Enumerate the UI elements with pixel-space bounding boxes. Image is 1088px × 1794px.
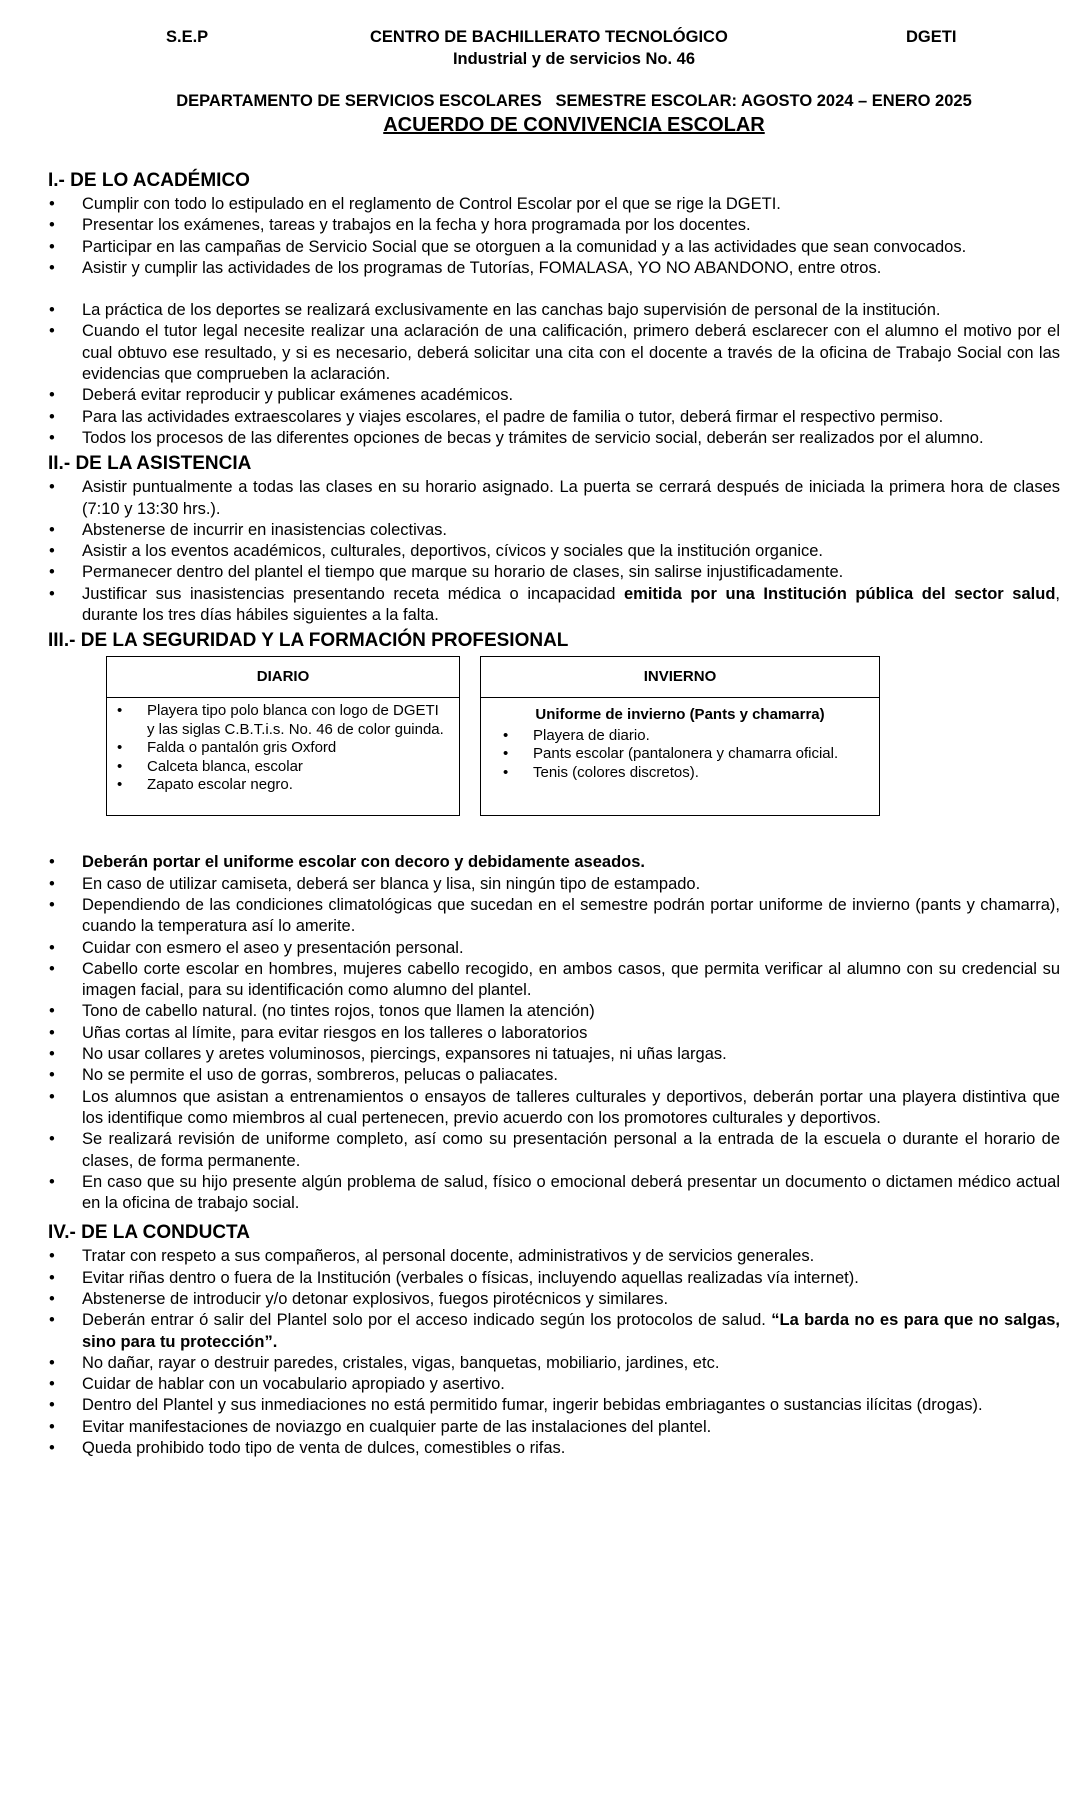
list-item: • No dañar, rayar o destruir paredes, cristales, vigas, banquetas, mobiliario, jardines, etc. — [48, 1353, 1060, 1374]
list-item: • Dependiendo de las condiciones climatológicas que sucedan en el semestre podrán portar uniforme de invierno (pants y chamarra), cuando la temperatura así lo amerite. — [48, 895, 1060, 938]
section-asistencia-title: II.- DE LA ASISTENCIA — [48, 453, 252, 475]
uniform-tables — [48, 654, 1060, 852]
document-page — [48, 28, 1060, 1459]
list-item: • Playera de diario. — [533, 727, 869, 746]
table-invierno-header: INVIERNO — [481, 657, 879, 698]
section-conducta-title: IV.- DE LA CONDUCTA — [48, 1222, 250, 1244]
justify-text-end: , durante los tres días hábiles siguientes a la falta. — [82, 584, 1060, 625]
access-text: Deberán entrar ó salir del Plantel solo por el acceso indicado según los protocolos de salud. — [82, 1311, 772, 1330]
list-item: • Presentar los exámenes, tareas y trabajos en la fecha y hora programada por los docentes. — [48, 215, 1060, 236]
list-item: • Queda prohibido todo tipo de venta de dulces, comestibles o rifas. — [48, 1438, 1060, 1459]
table-diario-header: DIARIO — [107, 657, 459, 698]
section-academico-title: I.- DE LO ACADÉMICO — [48, 170, 250, 191]
section-academico-list-b — [48, 300, 1060, 449]
header-row — [48, 28, 1060, 50]
table-diario — [106, 656, 460, 816]
department-line: DEPARTAMENTO DE SERVICIOS ESCOLARES SEMESTRE ESCOLAR: AGOSTO 2024 – ENERO 2025 — [176, 92, 972, 110]
table-invierno-subheader: Uniforme de invierno (Pants y chamarra) — [535, 706, 825, 724]
list-item: • Permanecer dentro del plantel el tiempo que marque su horario de clases, sin salirse injustificadamente. — [48, 562, 1060, 583]
list-item: • Falda o pantalón gris Oxford — [147, 739, 449, 758]
list-item: • Cuidar con esmero el aseo y presentación personal. — [48, 938, 1060, 959]
list-item: • Zapato escolar negro. — [147, 776, 449, 795]
access-bold-text: “La barda no es para que no salgas, sino para tu protección”. — [82, 1311, 1061, 1351]
list-item: • Tenis (colores discretos). — [533, 764, 869, 783]
list-item: • Cabello corte escolar en hombres, mujeres cabello recogido, en ambos casos, que permita verificar al alumno con su credencial su imagen facial, para su identificación como alumno del plantel. — [48, 959, 1060, 1002]
list-item: • Calceta blanca, escolar — [147, 758, 449, 777]
section-seguridad-title: III.- DE LA SEGURIDAD Y LA FORMACIÓN PROFESIONAL — [48, 630, 569, 652]
list-item: • Para las actividades extraescolares y viajes escolares, el padre de familia o tutor, deberá firmar el respectivo permiso. — [48, 407, 1060, 428]
list-item: • Tratar con respeto a sus compañeros, al personal docente, administrativos y de servicios generales. — [48, 1246, 1060, 1267]
list-item: • Playera tipo polo blanca con logo de DGETI y las siglas C.B.T.i.s. No. 46 de color guinda. — [147, 702, 449, 739]
header-subtitle: Industrial y de servicios No. 46 — [452, 50, 696, 68]
list-item: • En caso que su hijo presente algún problema de salud, físico o emocional deberá presentar un documento o dictamen médico actual en la oficina de trabajo social. — [48, 1172, 1060, 1215]
header-sep: S.E.P — [166, 28, 209, 46]
list-item: • Asistir puntualmente a todas las clases en su horario asignado. La puerta se cerrará después de iniciada la primera hora de clases (7:10 y 13:30 hrs.). — [48, 477, 1060, 520]
list-item: • Evitar riñas dentro o fuera de la Institución (verbales o físicas, incluyendo aquellas realizadas vía internet). — [48, 1268, 1060, 1289]
list-item: • Deberá evitar reproducir y publicar exámenes académicos. — [48, 385, 1060, 406]
list-item: • Cuando el tutor legal necesite realizar una aclaración de una calificación, primero deberá esclarecer con el alumno el motivo por el cual obtuvo ese resultado, y si es necesario, deberá solicitar una cita con el docente a través de la oficina de Trabajo Social con las evidencias que comprueben la aclaración. — [48, 321, 1060, 385]
list-item: • En caso de utilizar camiseta, deberá ser blanca y lisa, sin ningún tipo de estampado. — [48, 874, 1060, 895]
list-item: • Dentro del Plantel y sus inmediaciones no está permitido fumar, ingerir bebidas embriagantes o sustancias ilícitas (drogas). — [48, 1395, 1060, 1416]
list-item: • No se permite el uso de gorras, sombreros, pelucas o paliacates. — [48, 1065, 1060, 1086]
spacer — [48, 279, 1060, 300]
list-item: • Pants escolar (pantalonera y chamarra oficial. — [533, 745, 869, 764]
list-item: • Se realizará revisión de uniforme completo, así como su presentación personal a la entrada de la escuela o durante el horario de clases, de forma permanente. — [48, 1129, 1060, 1172]
uniform-bold-text: Deberán portar el uniforme escolar con decoro y debidamente aseados. — [82, 853, 646, 872]
list-item: • Asistir a los eventos académicos, culturales, deportivos, cívicos y sociales que la institución organice. — [48, 541, 1060, 562]
justify-text: Justificar sus inasistencias presentando receta médica o incapacidad — [82, 584, 624, 603]
list-item: • Abstenerse de incurrir en inasistencias colectivas. — [48, 520, 1060, 541]
list-item: • La práctica de los deportes se realizará exclusivamente en las canchas bajo supervisión de personal de la institución. — [48, 300, 1060, 321]
list-item: • Cumplir con todo lo estipulado en el reglamento de Control Escolar por el que se rige la DGETI. — [48, 194, 1060, 215]
list-item: • No usar collares y aretes voluminosos, piercings, expansores ni tatuajes, ni uñas largas. — [48, 1044, 1060, 1065]
table-invierno-list — [481, 725, 879, 783]
list-item: • Tono de cabello natural. (no tintes rojos, tonos que llamen la atención) — [48, 1001, 1060, 1022]
header-school-name: CENTRO DE BACHILLERATO TECNOLÓGICO — [370, 28, 728, 46]
table-diario-list — [107, 698, 459, 795]
list-item: • Los alumnos que asistan a entrenamientos o ensayos de talleres culturales y deportivos, deberán portar una playera distintiva que los identifique como miembros al cual pertenecen, previo acuerdo con los promotores culturales y deportivos. — [48, 1087, 1060, 1130]
list-item: • Todos los procesos de las diferentes opciones de becas y trámites de servicio social, deberán ser realizados por el alumno. — [48, 428, 1060, 449]
list-item: • Asistir y cumplir las actividades de los programas de Tutorías, FOMALASA, YO NO ABANDONO, entre otros. — [48, 258, 1060, 279]
list-item-justificar — [48, 584, 1060, 627]
list-item-acceso — [48, 1310, 1060, 1353]
section-asistencia-list — [48, 477, 1060, 626]
table-invierno — [480, 656, 880, 816]
list-item-uniforme — [48, 852, 1060, 873]
section-academico-list-a — [48, 194, 1060, 279]
list-item: • Abstenerse de introducir y/o detonar explosivos, fuegos pirotécnicos y similares. — [48, 1289, 1060, 1310]
list-item: • Participar en las campañas de Servicio Social que se otorguen a la comunidad y a las actividades que sean convocados. — [48, 237, 1060, 258]
document-title: ACUERDO DE CONVIVENCIA ESCOLAR — [383, 114, 765, 136]
section-conducta-list — [48, 1246, 1060, 1459]
list-item: • Cuidar de hablar con un vocabulario apropiado y asertivo. — [48, 1374, 1060, 1395]
header-dgeti: DGETI — [906, 28, 957, 46]
section-seguridad-list — [48, 852, 1060, 1214]
justify-bold-text: emitida por una Institución pública del sector salud — [623, 584, 1056, 603]
list-item: • Uñas cortas al límite, para evitar riesgos en los talleres o laboratorios — [48, 1023, 1060, 1044]
list-item: • Evitar manifestaciones de noviazgo en cualquier parte de las instalaciones del plantel. — [48, 1417, 1060, 1438]
